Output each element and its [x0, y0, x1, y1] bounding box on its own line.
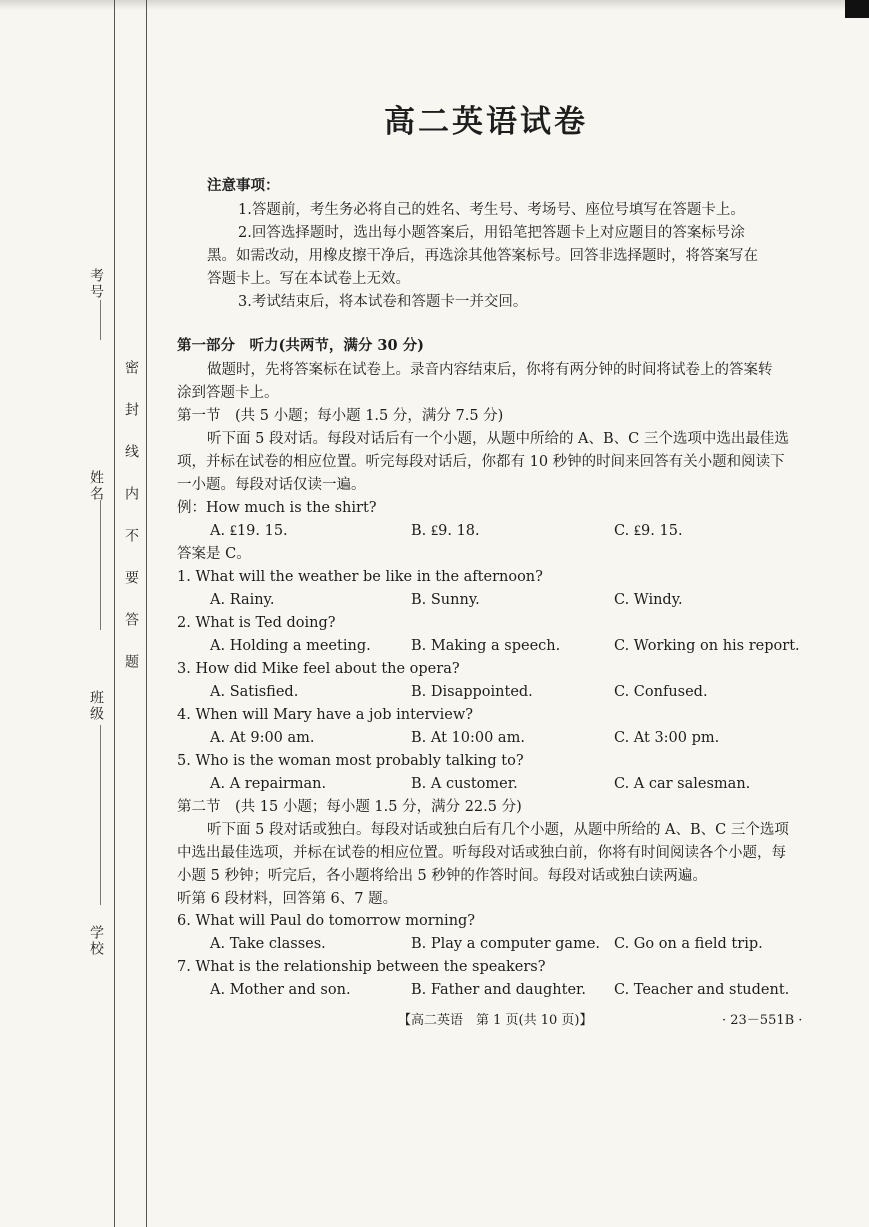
- class-blank: [100, 725, 101, 905]
- part1-intro-cont: 涂到答题卡上。: [177, 385, 279, 401]
- section1-desc-2: 项，并标在试卷的相应位置。听完每段对话后，你都有 10 秒钟的时间来回答有关小题和阅读下: [177, 454, 785, 470]
- question-7: 7. What is the relationship between the speakers?: [177, 959, 546, 975]
- notice-item-2: 2.回答选择题时，选出每小题答案后，用铅笔把答题卡上对应题目的答案标号涂: [238, 225, 745, 241]
- section2-desc-3: 小题 5 秒钟；听完后，各小题将给出 5 秒钟的作答时间。每段对话或独白读两遍。: [177, 868, 707, 884]
- notice-item-2-cont: 黑。如需改动，用橡皮擦干净后，再选涂其他答案标号。回答非选择题时，将答案写在: [207, 248, 758, 264]
- notice-item-2-end: 答题卡上。写在本试卷上无效。: [207, 271, 410, 287]
- exam-number-blank: [100, 300, 101, 340]
- section2-desc: 听下面 5 段对话或独白。每段对话或独白后有几个小题，从题中所给的 A、B、C 三个选项: [207, 822, 789, 838]
- q3-option-c: C. Confused.: [614, 684, 708, 700]
- example-answer: 答案是 C。: [177, 546, 251, 562]
- scan-shadow: [0, 0, 869, 10]
- class-label: 班级: [88, 690, 104, 722]
- section1-desc-3: 一小题。每段对话仅读一遍。: [177, 477, 366, 493]
- exam-number-label: 考号: [88, 268, 104, 300]
- binding-warning: 密封线内不要答题: [123, 360, 139, 696]
- example-option-c: C. ₤9. 15.: [614, 523, 683, 539]
- example-option-a: A. ₤19. 15.: [210, 523, 288, 539]
- q2-option-a: A. Holding a meeting.: [210, 638, 371, 654]
- q6-option-c: C. Go on a field trip.: [614, 936, 763, 952]
- q6-option-b: B. Play a computer game.: [411, 936, 601, 952]
- q5-option-a: A. A repairman.: [210, 776, 327, 792]
- question-4: 4. When will Mary have a job interview?: [177, 707, 474, 723]
- section2-desc-2: 中选出最佳选项，并标在试卷的相应位置。听每段对话或独白前，你将有时间阅读各个小题，每: [177, 845, 786, 861]
- q3-option-a: A. Satisfied.: [210, 684, 299, 700]
- q7-option-a: A. Mother and son.: [210, 982, 351, 998]
- q5-option-b: B. A customer.: [411, 776, 518, 792]
- name-label: 姓名: [88, 470, 104, 502]
- q2-option-c: C. Working on his report.: [614, 638, 800, 654]
- question-6: 6. What will Paul do tomorrow morning?: [177, 913, 476, 929]
- name-blank: [100, 500, 101, 630]
- q1-option-a: A. Rainy.: [210, 592, 275, 608]
- question-2: 2. What is Ted doing?: [177, 615, 336, 631]
- page-footer: 【高二英语 第 1 页(共 10 页)】: [398, 1013, 593, 1028]
- q2-option-b: B. Making a speech.: [411, 638, 561, 654]
- q1-option-c: C. Windy.: [614, 592, 683, 608]
- example-option-b: B. ₤9. 18.: [411, 523, 480, 539]
- material-6-heading: 听第 6 段材料，回答第 6、7 题。: [177, 891, 398, 907]
- binding-line-inner: [146, 0, 147, 1227]
- question-3: 3. How did Mike feel about the opera?: [177, 661, 460, 677]
- q5-option-c: C. A car salesman.: [614, 776, 751, 792]
- q7-option-b: B. Father and daughter.: [411, 982, 586, 998]
- q4-option-a: A. At 9:00 am.: [210, 730, 315, 746]
- paper-code: · 23－551B ·: [722, 1013, 803, 1028]
- scan-corner: [845, 0, 869, 18]
- q4-option-b: B. At 10:00 am.: [411, 730, 525, 746]
- notice-item-1: 1.答题前，考生务必将自己的姓名、考生号、考场号、座位号填写在答题卡上。: [238, 202, 745, 218]
- binding-line-outer: [114, 0, 115, 1227]
- section1-heading: 第一节 (共 5 小题；每小题 1.5 分，满分 7.5 分): [177, 408, 504, 424]
- q1-option-b: B. Sunny.: [411, 592, 480, 608]
- section2-heading: 第二节 (共 15 小题；每小题 1.5 分，满分 22.5 分): [177, 799, 522, 815]
- question-1: 1. What will the weather be like in the afternoon?: [177, 569, 543, 585]
- school-label: 学校: [88, 925, 104, 957]
- notice-item-3: 3.考试结束后，将本试卷和答题卡一并交回。: [238, 294, 528, 310]
- part1-heading: 第一部分 听力(共两节，满分 30 分): [177, 337, 424, 354]
- q4-option-c: C. At 3:00 pm.: [614, 730, 720, 746]
- part1-intro: 做题时，先将答案标在试卷上。录音内容结束后，你将有两分钟的时间将试卷上的答案转: [207, 362, 773, 378]
- page-title: 高二英语试卷: [384, 104, 588, 140]
- section1-desc: 听下面 5 段对话。每段对话后有一个小题，从题中所给的 A、B、C 三个选项中选出最佳选: [207, 431, 789, 447]
- q7-option-c: C. Teacher and student.: [614, 982, 790, 998]
- q6-option-a: A. Take classes.: [210, 936, 326, 952]
- notice-heading: 注意事项：: [207, 177, 280, 194]
- example-question: 例：How much is the shirt?: [177, 500, 377, 516]
- question-5: 5. Who is the woman most probably talking to?: [177, 753, 524, 769]
- q3-option-b: B. Disappointed.: [411, 684, 533, 700]
